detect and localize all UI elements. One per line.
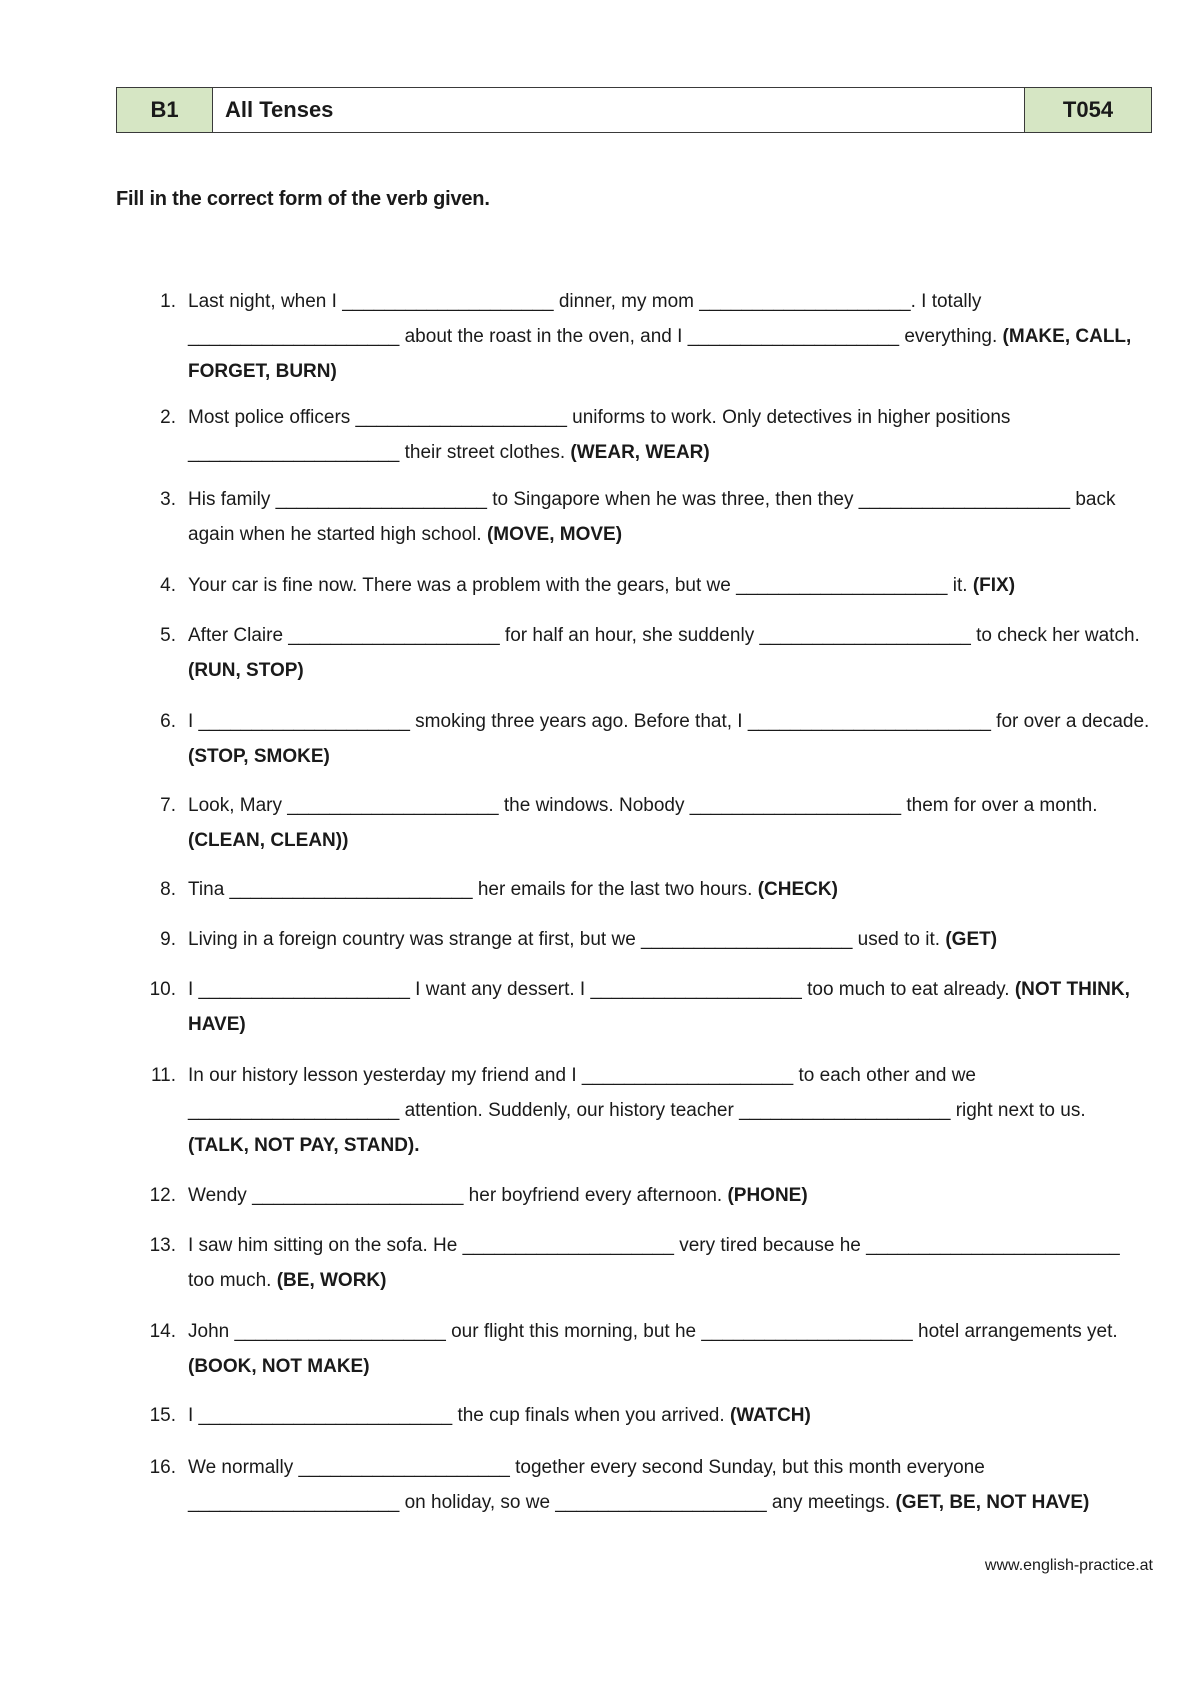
exercise-item bbox=[149, 1450, 1150, 1536]
instruction-text: Fill in the correct form of the verb given. bbox=[116, 188, 490, 210]
exercise-item bbox=[160, 872, 1150, 922]
exercise-hint: (BOOK, NOT MAKE) bbox=[188, 1356, 370, 1377]
footer-website-url: www.english-practice.at bbox=[984, 1557, 1153, 1574]
exercise-text: Look, Mary ____________________ the windows. Nobody ____________________ them for over a month. bbox=[188, 795, 1098, 816]
exercise-item bbox=[160, 400, 1150, 482]
exercise-number: 10. bbox=[149, 979, 176, 1000]
worksheet-title: All Tenses bbox=[213, 88, 1025, 132]
exercise-text: Your car is fine now. There was a problem with the gears, but we ____________________ it. bbox=[188, 575, 973, 596]
exercise-hint: (TALK, NOT PAY, STAND). bbox=[188, 1135, 420, 1156]
exercise-text: Living in a foreign country was strange at first, but we ____________________ used to it. bbox=[188, 929, 946, 950]
exercise-text: Most police officers ____________________ uniforms to work. Only detectives in higher positions ____________________ their street clothes. bbox=[188, 407, 1011, 463]
exercise-text: I ________________________ the cup finals when you arrived. bbox=[188, 1405, 730, 1426]
exercise-text: Last night, when I ____________________ dinner, my mom ____________________. I totally ____________________ about the roast in the oven, and I ____________________ everything. bbox=[188, 291, 1003, 347]
exercise-hint: (RUN, STOP) bbox=[188, 660, 304, 681]
exercise-text: In our history lesson yesterday my friend and I ____________________ to each other and we ____________________ attention. Suddenly, our history teacher ____________________ right next to us. bbox=[188, 1065, 1086, 1121]
exercise-item bbox=[160, 788, 1150, 872]
exercise-number: 14. bbox=[149, 1321, 176, 1342]
exercise-number: 8. bbox=[160, 879, 176, 900]
exercise-item bbox=[160, 284, 1150, 400]
level-badge: B1 bbox=[117, 88, 213, 132]
exercise-hint: (CLEAN, CLEAN)) bbox=[188, 830, 349, 851]
exercise-item bbox=[160, 704, 1150, 788]
exercise-number: 9. bbox=[160, 929, 176, 950]
exercise-text: His family ____________________ to Singapore when he was three, then they ____________________ back again when he started high school. bbox=[188, 489, 1116, 545]
exercise-item bbox=[160, 618, 1150, 704]
exercise-item bbox=[160, 482, 1150, 568]
exercise-hint: (WATCH) bbox=[729, 1405, 811, 1426]
exercise-hint: (GET, BE, NOT HAVE) bbox=[895, 1492, 1090, 1513]
exercise-number: 1. bbox=[160, 291, 176, 312]
exercise-text: Wendy ____________________ her boyfriend every afternoon. bbox=[188, 1185, 728, 1206]
worksheet-code: T054 bbox=[1025, 88, 1151, 132]
exercise-item bbox=[149, 1314, 1150, 1398]
exercise-number: 7. bbox=[160, 795, 176, 816]
exercise-hint: (WEAR, WEAR) bbox=[570, 442, 710, 463]
exercise-number: 12. bbox=[149, 1185, 176, 1206]
exercise-number: 2. bbox=[160, 407, 176, 428]
exercise-hint: (MOVE, MOVE) bbox=[486, 524, 623, 545]
exercise-number: 3. bbox=[160, 489, 176, 510]
exercise-hint: (MAKE, CALL, FORGET, BURN) bbox=[188, 326, 1132, 382]
exercise-hint: (PHONE) bbox=[727, 1185, 808, 1206]
exercise-item bbox=[149, 1178, 1150, 1228]
exercise-item bbox=[149, 1398, 1150, 1450]
exercise-number: 6. bbox=[160, 711, 176, 732]
exercise-number: 11. bbox=[150, 1065, 176, 1086]
exercise-text: I ____________________ smoking three years ago. Before that, I _______________________ for over a decade. bbox=[188, 711, 1150, 732]
exercise-number: 13. bbox=[149, 1235, 176, 1256]
exercise-list bbox=[0, 284, 1200, 1536]
exercise-text: I saw him sitting on the sofa. He ____________________ very tired because he ________________________ too much. bbox=[188, 1235, 1120, 1291]
exercise-hint: (FIX) bbox=[972, 575, 1016, 596]
exercise-number: 4. bbox=[160, 575, 176, 596]
exercise-hint: (BE, WORK) bbox=[276, 1270, 387, 1291]
exercise-text: Tina _______________________ her emails for the last two hours. bbox=[188, 879, 758, 900]
exercise-number: 16. bbox=[149, 1457, 176, 1478]
exercise-item bbox=[149, 972, 1150, 1058]
exercise-number: 5. bbox=[160, 625, 176, 646]
exercise-hint: (NOT THINK, HAVE) bbox=[188, 979, 1130, 1035]
exercise-text: John ____________________ our flight this morning, but he ____________________ hotel arrangements yet. bbox=[188, 1321, 1118, 1342]
exercise-text: After Claire ____________________ for half an hour, she suddenly ____________________ to check her watch. bbox=[188, 625, 1140, 646]
exercise-item bbox=[160, 922, 1150, 972]
exercise-item bbox=[150, 1058, 1150, 1178]
exercise-text: I ____________________ I want any dessert. I ____________________ too much to eat already. bbox=[188, 979, 1015, 1000]
exercise-hint: (STOP, SMOKE) bbox=[188, 746, 330, 767]
exercise-number: 15. bbox=[149, 1405, 176, 1426]
exercise-hint: (GET) bbox=[945, 929, 998, 950]
exercise-text: We normally ____________________ together every second Sunday, but this month everyone ____________________ on holiday, so we ____________________ any meetings. bbox=[188, 1457, 985, 1513]
exercise-item bbox=[160, 568, 1150, 618]
exercise-hint: (CHECK) bbox=[757, 879, 838, 900]
worksheet-header bbox=[116, 87, 1152, 133]
exercise-item bbox=[149, 1228, 1150, 1314]
